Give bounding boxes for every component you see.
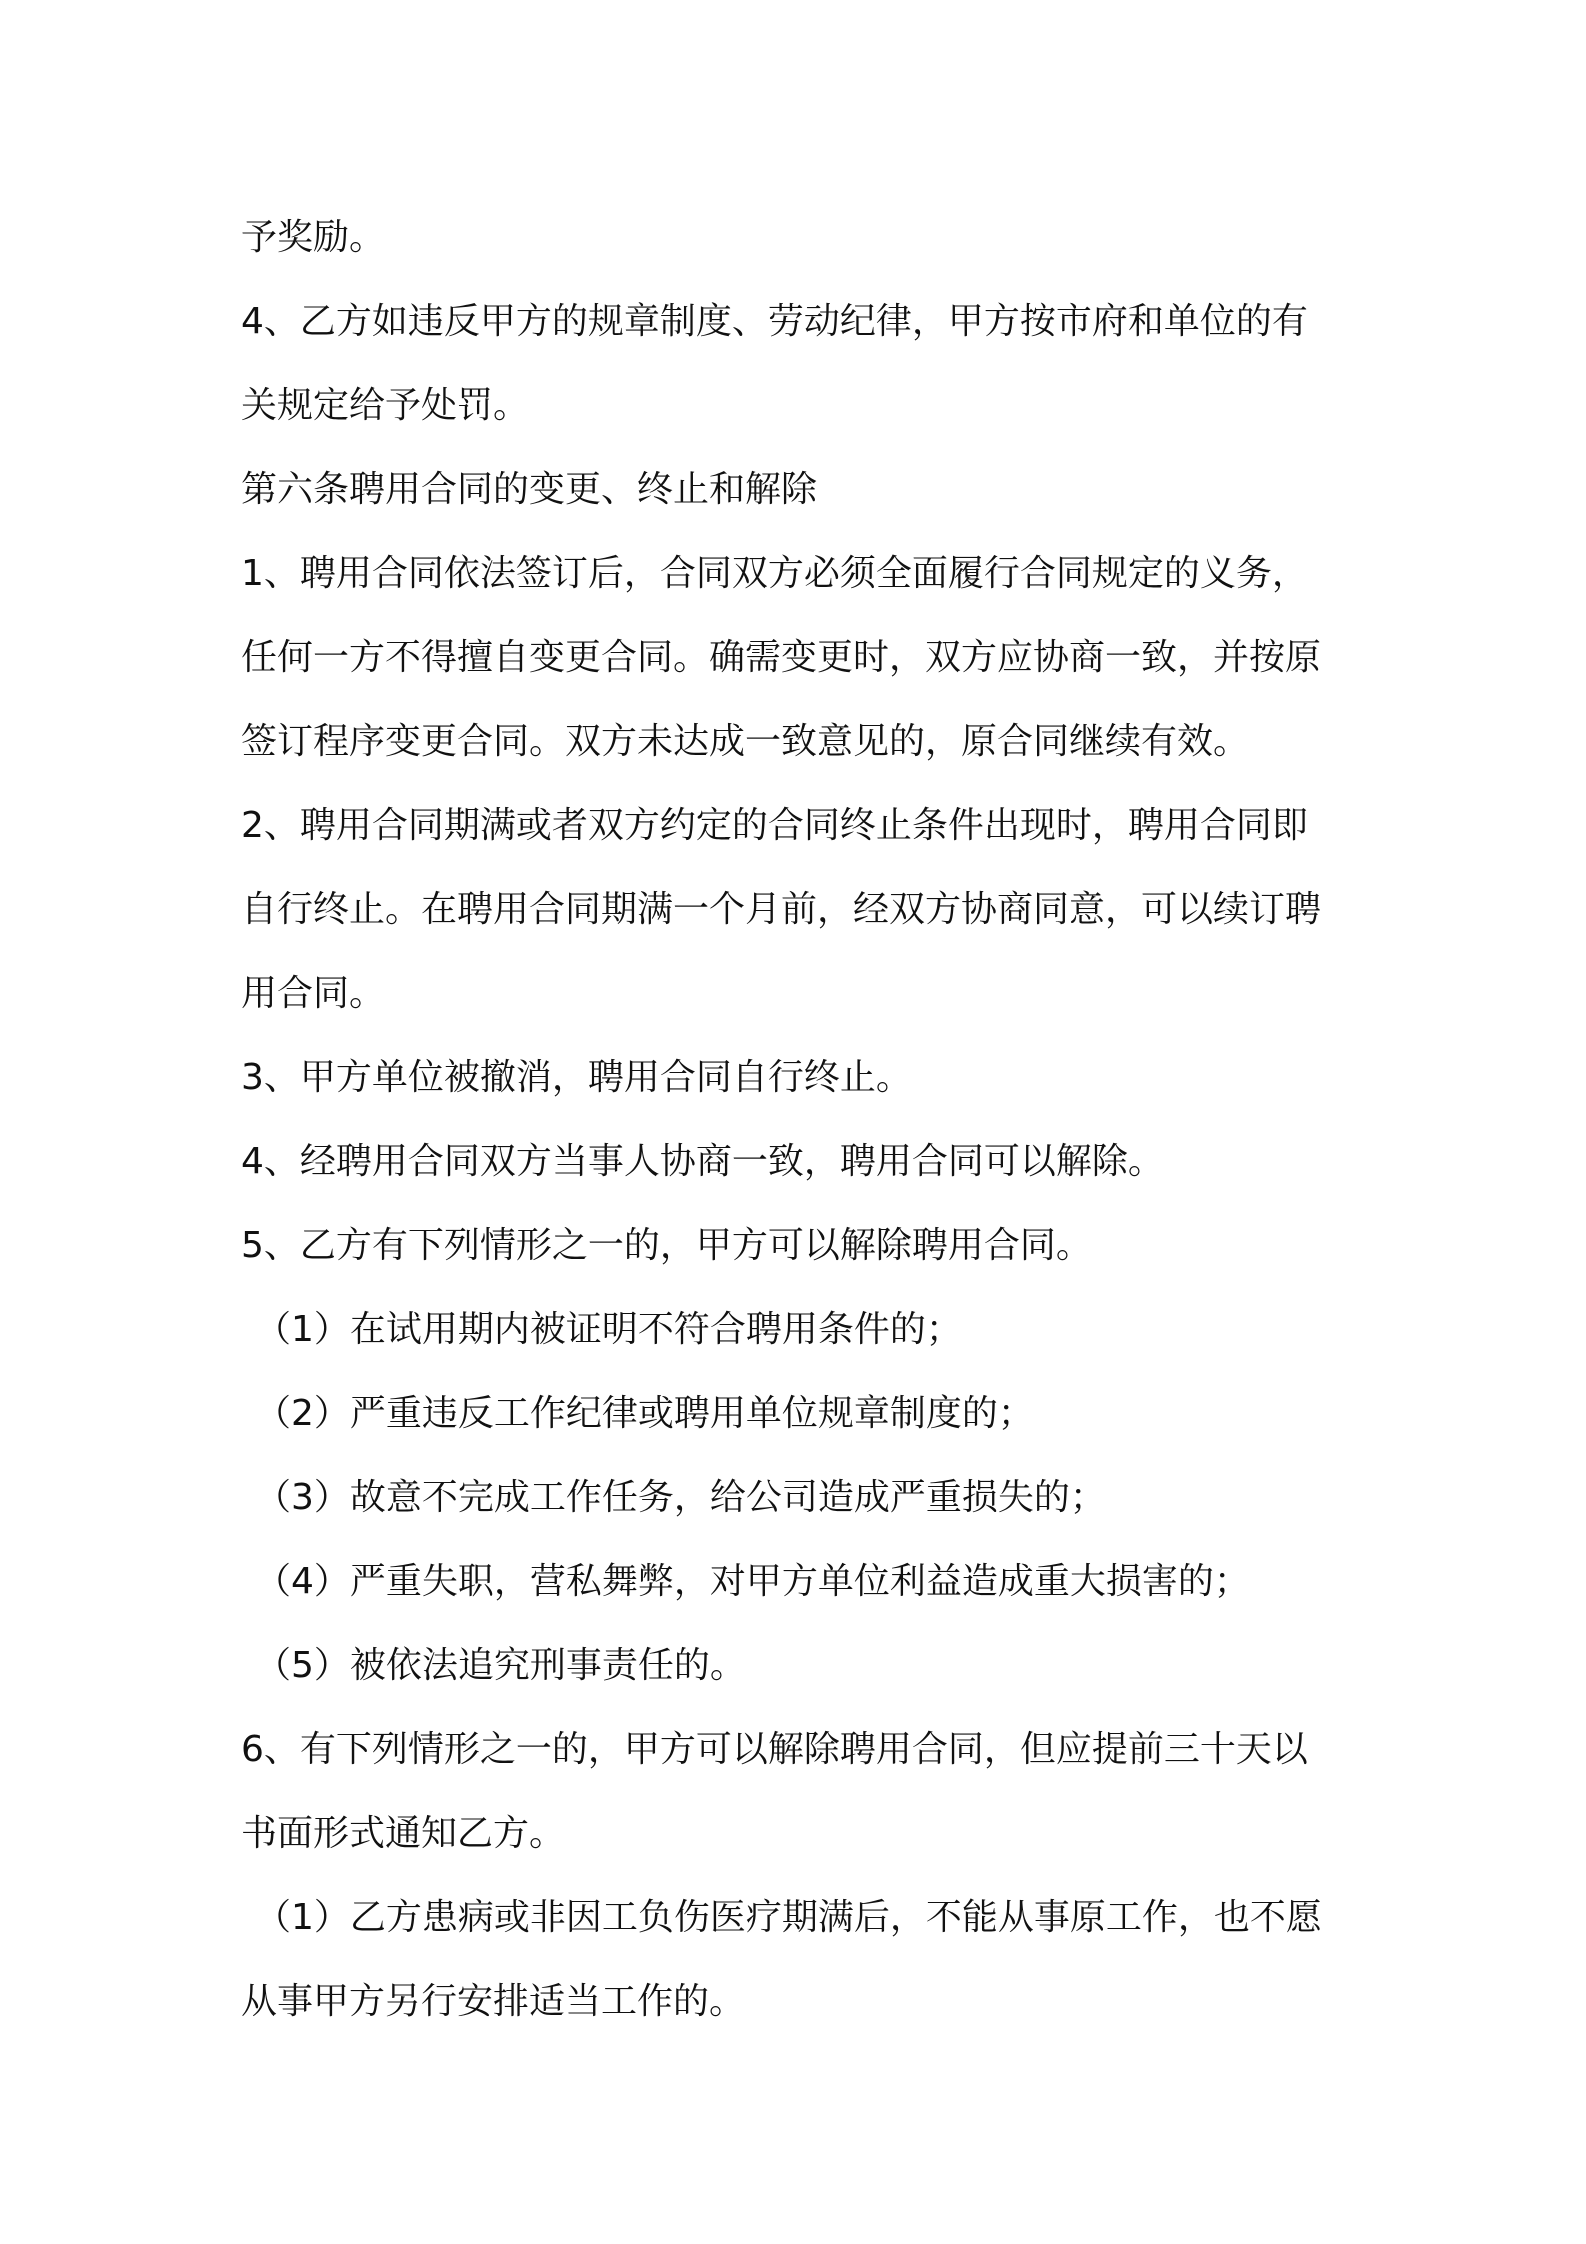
list-item: （1）在试用期内被证明不符合聘用条件的； (255, 1309, 962, 1350)
section-heading: 第六条聘用合同的变更、终止和解除 (241, 469, 818, 510)
text-line: 2、聘用合同期满或者双方约定的合同终止条件出现时，聘用合同即 (241, 805, 1308, 846)
text-line: 1、聘用合同依法签订后，合同双方必须全面履行合同规定的义务， (241, 553, 1308, 594)
list-item: （3）故意不完成工作任务，给公司造成严重损失的； (255, 1477, 1106, 1518)
text-line: 3、甲方单位被撤消，聘用合同自行终止。 (241, 1057, 912, 1098)
text-line: 关规定给予处罚。 (241, 385, 530, 426)
text-line: 从事甲方另行安排适当工作的。 (241, 1981, 746, 2022)
list-item: （1）乙方患病或非因工负伤医疗期满后，不能从事原工作，也不愿 (255, 1897, 1322, 1938)
text-line: 自行终止。在聘用合同期满一个月前，经双方协商同意，可以续订聘 (241, 889, 1322, 930)
document-body (241, 196, 1361, 2044)
list-item: （5）被依法追究刑事责任的。 (255, 1645, 746, 1686)
text-line: 6、有下列情形之一的，甲方可以解除聘用合同，但应提前三十天以 (241, 1729, 1308, 1770)
text-line: 签订程序变更合同。双方未达成一致意见的，原合同继续有效。 (241, 721, 1250, 762)
text-line: 5、乙方有下列情形之一的，甲方可以解除聘用合同。 (241, 1225, 1092, 1266)
text-line: 予奖励。 (241, 217, 386, 258)
text-line: 用合同。 (241, 973, 386, 1014)
list-item: （2）严重违反工作纪律或聘用单位规章制度的； (255, 1393, 1034, 1434)
list-item: （4）严重失职，营私舞弊，对甲方单位利益造成重大损害的； (255, 1561, 1250, 1602)
text-line: 4、经聘用合同双方当事人协商一致，聘用合同可以解除。 (241, 1141, 1164, 1182)
text-line: 任何一方不得擅自变更合同。确需变更时，双方应协商一致，并按原 (241, 637, 1322, 678)
text-line: 4、乙方如违反甲方的规章制度、劳动纪律，甲方按市府和单位的有 (241, 301, 1308, 342)
text-line: 书面形式通知乙方。 (241, 1813, 566, 1854)
